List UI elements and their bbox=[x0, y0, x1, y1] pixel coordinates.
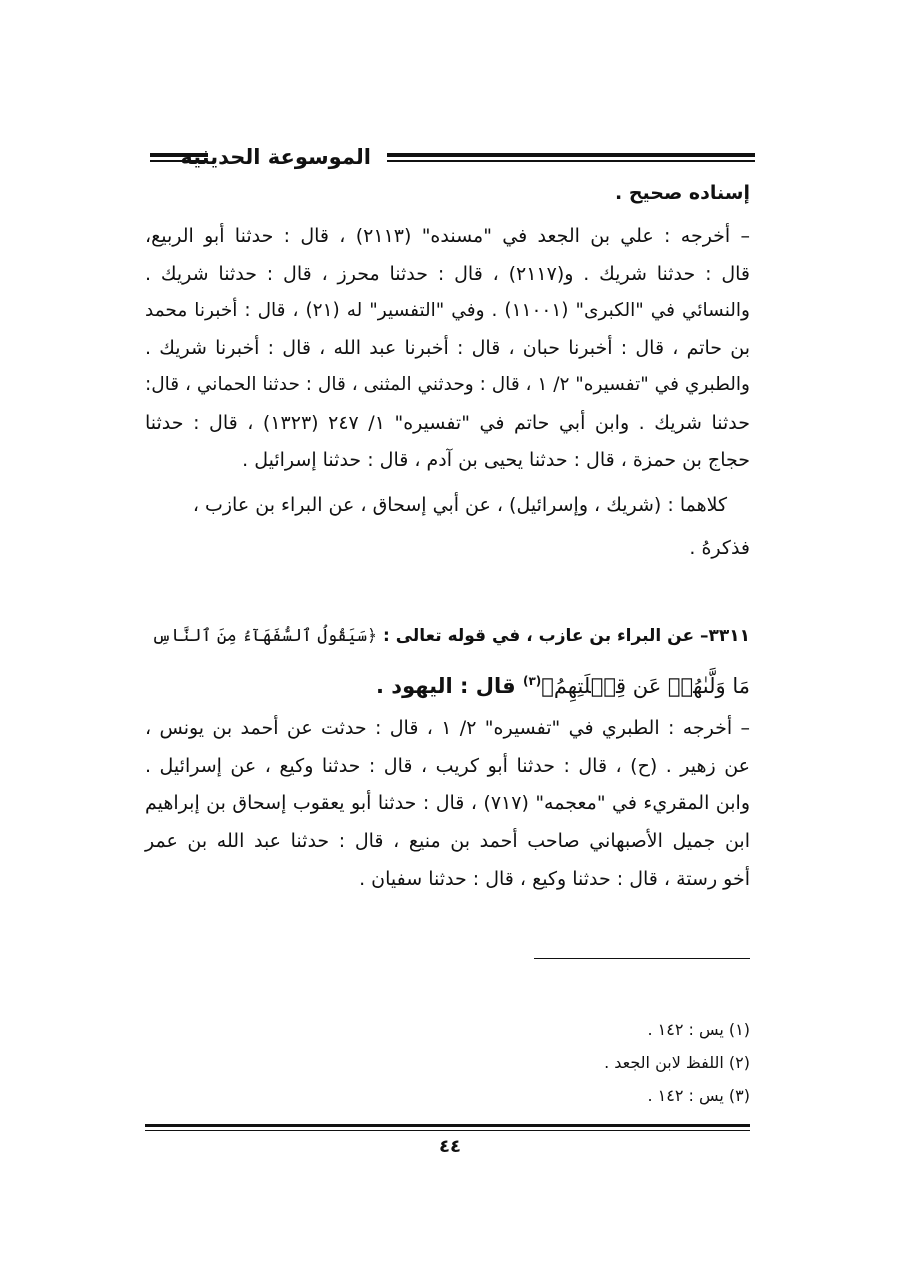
quran-verse-part2: مَا وَلَّىٰهُمۡ عَن قِبۡلَتِهِمُ﴾ bbox=[541, 674, 750, 698]
text-line: فذكرهُ . bbox=[689, 537, 750, 559]
text-line: – أخرجه : علي بن الجعد في "مسنده" (٢١١٣) ، قال : حدثنا أبو الربيع، bbox=[145, 225, 750, 247]
text-line: أخو رستة ، قال : حدثنا وكيع ، قال : حدثنا سفيان . bbox=[359, 868, 750, 890]
hadith-heading-prefix: ٣٣١١– عن البراء بن عازب ، في قوله تعالى : bbox=[383, 626, 750, 646]
text-line: عن زهير . (ح) ، قال : حدثنا أبو كريب ، قال : حدثنا وكيع ، عن إسرائيل . bbox=[145, 755, 750, 777]
footnote: (١) يس : ١٤٢ . bbox=[647, 1020, 750, 1039]
text-line: كلاهما : (شريك ، وإسرائيل) ، عن أبي إسحاق ، عن البراء بن عازب ، bbox=[192, 494, 727, 516]
footer-rule bbox=[145, 1124, 750, 1131]
footnote: (٣) يس : ١٤٢ . bbox=[647, 1086, 750, 1105]
text-line: – أخرجه : الطبري في "تفسيره" ٢/ ١ ، قال : حدثت عن أحمد بن يونس ، bbox=[145, 717, 750, 739]
header-rule-left bbox=[150, 153, 208, 162]
quran-verse-part1: ﴿سَيَقُولُ ٱلسُّفَهَآءُ مِنَ ٱلنَّاسِ bbox=[151, 626, 378, 646]
text-line: بن حاتم ، قال : أخبرنا حبان ، قال : أخبرنا عبد الله ، قال : أخبرنا شريك . bbox=[145, 337, 750, 359]
running-header bbox=[150, 140, 755, 174]
text-line: ابن جميل الأصبهاني صاحب أحمد بن منيع ، قال : حدثنا عبد الله بن عمر bbox=[145, 830, 750, 852]
text-line: وابن المقريء في "معجمه" (٧١٧) ، قال : حدثنا أبو يعقوب إسحاق بن إبراهيم bbox=[145, 792, 750, 814]
footnote-separator bbox=[534, 958, 750, 959]
text-line: حجاج بن حمزة ، قال : حدثنا يحيى بن آدم ، قال : حدثنا إسرائيل . bbox=[242, 449, 750, 471]
hadith-heading-suffix: قال : اليهود . bbox=[376, 674, 516, 698]
header-rule-right bbox=[387, 153, 755, 162]
text-line: والطبري في "تفسيره" ٢/ ١ ، قال : وحدثني المثنى ، قال : حدثنا الحماني ، قال: bbox=[145, 374, 750, 395]
header-title: الموسوعة الحديثية bbox=[180, 145, 371, 169]
text-line: إسناده صحيح . bbox=[614, 182, 750, 204]
hadith-heading-cont bbox=[376, 666, 750, 701]
hadith-heading bbox=[152, 621, 750, 651]
footnote: (٢) اللفظ لابن الجعد . bbox=[604, 1053, 750, 1072]
footnote-ref: (٣) bbox=[522, 674, 542, 688]
text-line: قال : حدثنا شريك . و(٢١١٧) ، قال : حدثنا محرز ، قال : حدثنا شريك . bbox=[145, 263, 750, 285]
text-line: والنسائي في "الكبرى" (١١٠٠١) . وفي "التفسير" له (٢١) ، قال : أخبرنا محمد bbox=[145, 300, 750, 321]
text-line: حدثنا شريك . وابن أبي حاتم في "تفسيره" ١/ ٢٤٧ (١٣٢٣) ، قال : حدثنا bbox=[145, 412, 751, 434]
page-number: ٤٤ bbox=[439, 1136, 461, 1157]
